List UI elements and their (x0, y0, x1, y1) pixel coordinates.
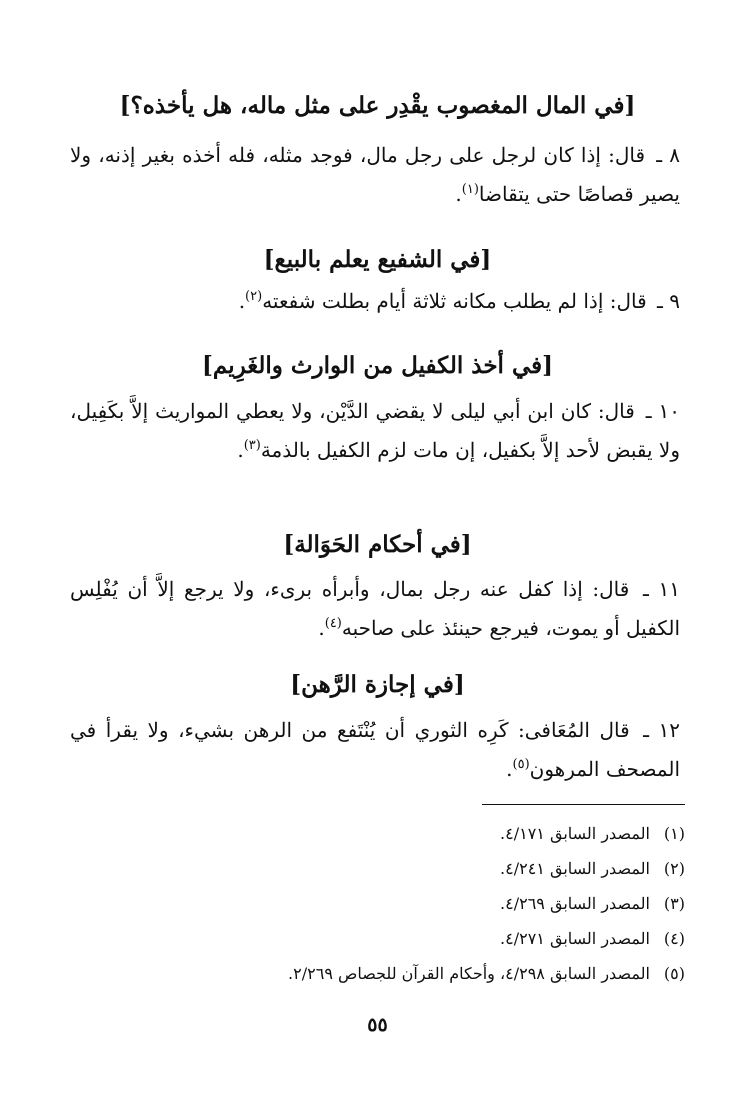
paragraph-end: . (318, 616, 325, 640)
paragraph-end: . (238, 289, 246, 313)
paragraph-end: . (506, 757, 513, 781)
footnote-item (75, 921, 685, 956)
page-number: ٥٥ (367, 1014, 388, 1036)
section-paragraph-12 (70, 711, 680, 789)
footnote-ref[interactable]: (٢) (245, 289, 263, 304)
footnote-mark: (٣) (663, 894, 685, 913)
paragraph-text: قال: إذا كان لرجل على رجل مال، فوجد مثله، فله أخذه بغير إذنه، ولا يصير قصاصًا حتى يتقاضا (70, 143, 680, 206)
paragraph-text: قال: كان ابن أبي ليلى لا يقضي الدَّيْن، ولا يعطي المواريث إلاَّ بكَفِيل، ولا يقبض لأحد إلاَّ بكفيل، إن مات لزم الكفيل بالذمة (70, 399, 680, 462)
footnote-item (75, 956, 685, 991)
section-paragraph-9 (70, 282, 680, 321)
footnote-text: المصدر السابق ٤/٢٦٩. (500, 894, 650, 913)
footnote-text: المصدر السابق ٤/١٧١. (500, 824, 650, 843)
footnote-ref[interactable]: (٥) (512, 757, 530, 772)
paragraph-text: قال: إذا لم يطلب مكانه ثلاثة أيام بطلت شفعته (262, 289, 647, 313)
paragraph-text: قال المُعَافى: كَرِه الثوري أن يُنْتَفع من الرهن بشيء، ولا يقرأ في المصحف المرهون (70, 718, 680, 781)
section-heading-shafi: [في الشفيع يعلم بالبيع] (263, 246, 492, 273)
footnote-mark: (٥) (663, 964, 685, 983)
footnote-ref[interactable]: (١) (461, 182, 479, 197)
paragraph-end: . (237, 438, 244, 462)
paragraph-number: ١٢ ـ (643, 718, 681, 742)
section-heading-kafil: [في أخذ الكفيل من الوارث والغَرِيم] (202, 352, 553, 379)
footnote-ref[interactable]: (٣) (243, 438, 261, 453)
footnote-mark: (٢) (663, 859, 685, 878)
paragraph-text: قال: إذا كفل عنه رجل بمال، وأبرأه برىء، ولا يرجع إلاَّ أن يُفْلِس الكفيل أو يموت، فيرجع حينئذ على صاحبه (70, 577, 680, 640)
footnote-ref[interactable]: (٤) (324, 616, 342, 631)
section-heading-mal-maghsoub: [في المال المغصوب يقْدِر على مثل ماله، هل يأخذه؟] (119, 92, 636, 119)
footnote-item (75, 816, 685, 851)
paragraph-end: . (455, 182, 462, 206)
paragraph-number: ٨ ـ (656, 143, 681, 167)
section-heading-hawala: [في أحكام الحَوَالة] (283, 531, 472, 558)
paragraph-number: ١١ ـ (643, 577, 681, 601)
footnotes-list (75, 816, 685, 991)
footnote-text: المصدر السابق ٤/٢٩٨، وأحكام القرآن للجصاص ٢/٢٦٩. (288, 964, 650, 983)
section-heading-rahn: [في إجازة الرَّهن] (290, 671, 465, 698)
section-paragraph-10 (70, 392, 680, 470)
section-paragraph-11 (70, 570, 680, 648)
footnote-mark: (١) (663, 824, 685, 843)
footnote-item (75, 886, 685, 921)
footnote-item (75, 851, 685, 886)
footnote-text: المصدر السابق ٤/٢٤١. (500, 859, 650, 878)
footnote-text: المصدر السابق ٤/٢٧١. (500, 929, 650, 948)
footnote-mark: (٤) (663, 929, 685, 948)
paragraph-number: ٩ ـ (657, 289, 680, 313)
book-page (70, 0, 685, 1100)
section-paragraph-8 (70, 136, 680, 214)
paragraph-number: ١٠ ـ (645, 399, 681, 423)
footnote-divider (482, 804, 685, 805)
